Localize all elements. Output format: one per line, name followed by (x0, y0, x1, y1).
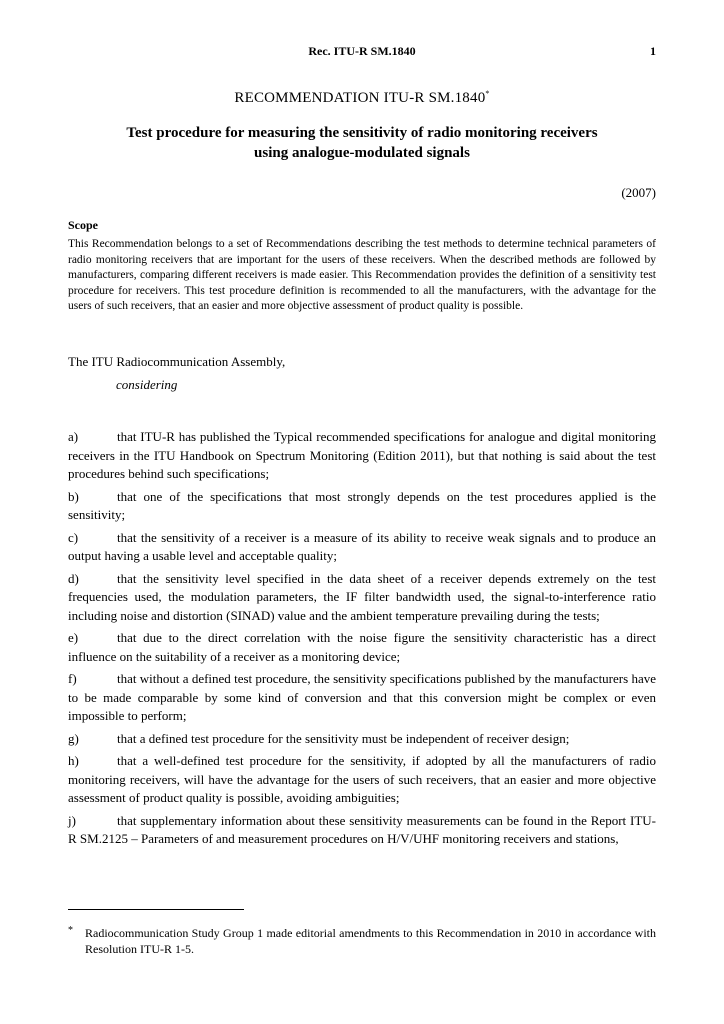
item-label: b) (68, 488, 79, 504)
item-label: d) (68, 570, 79, 586)
scope-heading: Scope (68, 218, 98, 232)
footnote-divider (68, 909, 244, 910)
footnote-reference: * (485, 89, 490, 98)
item-text: that the sensitivity of a receiver is a measure of its ability to receive weak signals and to produce an output having a usable level and acceptable quality; (68, 529, 656, 563)
item-text: that without a defined test procedure, the sensitivity specifications published by the manufacturers have to be made comparable by some kind of conversion and that this conversion might be complex or even impossible to perform; (68, 671, 656, 723)
considering-item (68, 428, 656, 484)
item-label: a) (68, 429, 79, 444)
approval-year: (2007) (621, 185, 656, 200)
item-text: that supplementary information about these sensitivity measurements can be found in the Report ITU-R SM.2125 – Parameters of and measurement procedures on H/V/UHF monitoring receivers and stations, (68, 812, 656, 846)
item-label: e) (68, 630, 79, 645)
footnote-mark: * (68, 925, 73, 936)
item-label: j) (68, 812, 76, 828)
footnote (68, 925, 656, 957)
item-label: h) (68, 753, 79, 768)
considering-item (68, 488, 656, 525)
considering-heading: considering (116, 377, 178, 392)
considering-item (68, 529, 656, 566)
considering-item (68, 730, 656, 749)
item-text: that a well-defined test procedure for the sensitivity, if adopted by all the manufacturers of radio monitoring receivers, will have the advantage for the users of such receivers, that an easier and more objective assessment of product quality is possible, avoiding ambiguities; (68, 753, 656, 805)
running-title: Rec. ITU-R SM.1840 (308, 44, 416, 58)
document-title-line-2: using analogue-modulated signals (254, 145, 470, 161)
considering-item (68, 629, 656, 666)
page-number: 1 (650, 44, 656, 58)
item-text: that ITU-R has published the Typical recommended specifications for analogue and digital monitoring receivers in the ITU Handbook on Spectrum Monitoring (Edition 2011), but that nothing is said about the test procedures behind such specifications; (68, 429, 656, 481)
footnote-text: Radiocommunication Study Group 1 made editorial amendments to this Recommendation in 2010 in accordance with Resolution ITU-R 1-5. (85, 926, 656, 956)
considering-item (68, 570, 656, 626)
item-text: that a defined test procedure for the sensitivity must be independent of receiver design; (117, 730, 570, 746)
item-label: c) (68, 529, 79, 545)
running-header (68, 44, 656, 60)
considering-item (68, 812, 656, 849)
document-title-line-1: Test procedure for measuring the sensitivity of radio monitoring receivers (126, 125, 598, 141)
item-text: that the sensitivity level specified in the data sheet of a receiver depends extremely on the test frequencies used, the modulation parameters, the IF filter bandwidth used, the signal-to-interference ratio including noise and distortion (SINAD) value and the ambient temperature prevailing during the tests; (68, 570, 656, 623)
item-label: f) (68, 671, 77, 686)
document-title (68, 123, 656, 163)
item-text: that due to the direct correlation with the noise figure the sensitivity characteristic has a direct influence on the suitability of a receiver as a monitoring device; (68, 630, 656, 664)
scope-paragraph: This Recommendation belongs to a set of Recommendations describing the test methods to determine technical parameters of radio monitoring receivers that are important for the users of these receivers. When the described methods are followed by manufacturers, comparing different receivers is made easier. This Recommendation provides the definition of a sensitivity test procedure for receivers. This test procedure definition is recommended to all the manufacturers, with the advantage for the users of such receivers, that an easier and more objective assessment of product quality is possible. (68, 238, 656, 312)
considering-list (68, 428, 656, 853)
item-text: that one of the specifications that most strongly depends on the test procedures applied is the sensitivity; (68, 488, 656, 522)
recommendation-title-text: RECOMMENDATION ITU-R SM.1840 (234, 90, 486, 106)
item-label: g) (68, 730, 79, 746)
considering-item (68, 752, 656, 808)
considering-item (68, 670, 656, 726)
assembly-statement: The ITU Radiocommunication Assembly, (68, 354, 286, 369)
recommendation-title (68, 89, 656, 107)
